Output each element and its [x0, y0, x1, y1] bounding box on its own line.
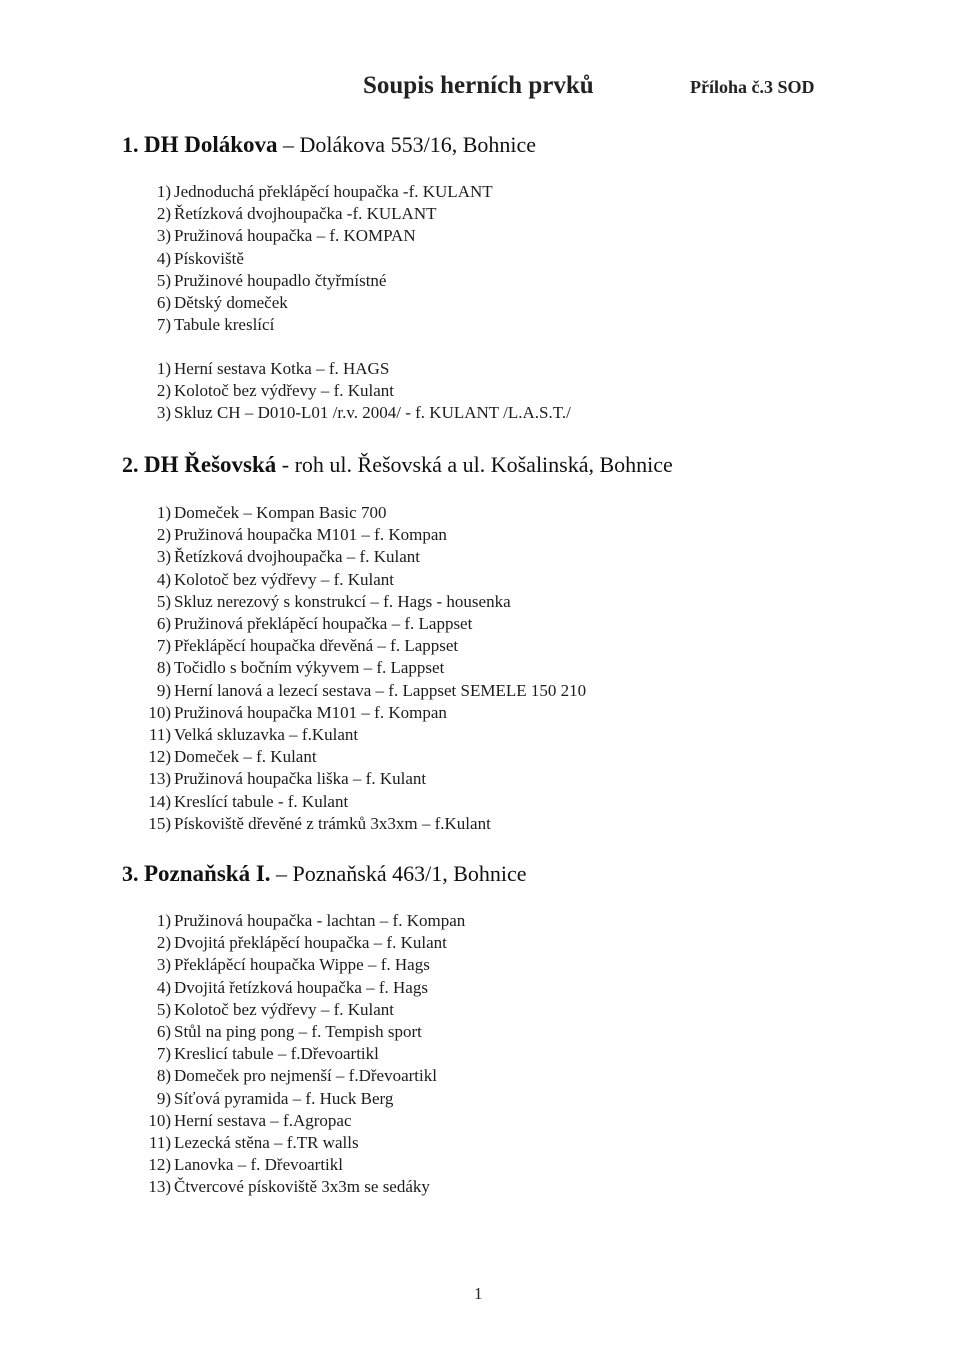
item-number: 9) — [156, 680, 171, 700]
item-text: Kreslící tabule - f. Kulant — [174, 791, 349, 811]
item-number: 3) — [156, 403, 171, 423]
item-text: Čtvercové pískoviště 3x3m se sedáky — [174, 1177, 430, 1197]
item-text: Domeček – f. Kulant — [174, 747, 317, 767]
list-item — [143, 932, 465, 954]
section-number: 1. — [122, 132, 139, 157]
item-text: Pískoviště — [174, 248, 244, 268]
item-text: Pružinová houpačka M101 – f. Kompan — [174, 702, 447, 722]
list-item — [143, 910, 465, 932]
list-item — [143, 1154, 465, 1176]
list-item — [143, 702, 586, 724]
annex-label: Příloha č.3 SOD — [690, 77, 815, 97]
list-item — [143, 380, 571, 402]
item-number: 11) — [148, 1133, 171, 1153]
item-text: Skluz CH – D010-L01 /r.v. 2004/ - f. KULANT /L.A.S.T./ — [174, 403, 571, 423]
list-item — [143, 657, 586, 679]
item-number: 5) — [156, 999, 171, 1019]
item-number: 5) — [156, 270, 171, 290]
item-number: 3) — [156, 955, 171, 975]
list-item — [143, 1110, 465, 1132]
list-item — [143, 1088, 465, 1110]
section-name: DH Řešovská — [144, 452, 277, 477]
list-item — [143, 402, 571, 424]
item-text: Točidlo s bočním výkyvem – f. Lappset — [174, 658, 445, 678]
equipment-list — [143, 358, 571, 425]
list-item — [143, 225, 493, 247]
section-heading-3 — [122, 861, 527, 887]
list-item — [143, 791, 586, 813]
list-item — [143, 680, 586, 702]
equipment-list — [143, 502, 586, 835]
item-number: 13) — [148, 1177, 171, 1197]
list-item — [143, 1132, 465, 1154]
item-text: Pružinová houpačka - lachtan – f. Kompan — [174, 911, 466, 930]
item-number: 8) — [156, 658, 171, 678]
list-item — [143, 546, 586, 568]
item-number: 5) — [156, 591, 171, 611]
item-number: 10) — [148, 702, 171, 722]
item-text: Skluz nerezový s konstrukcí – f. Hags - housenka — [174, 591, 511, 611]
item-number: 7) — [156, 315, 171, 335]
item-text: Kreslicí tabule – f.Dřevoartikl — [174, 1044, 379, 1064]
item-number: 10) — [148, 1110, 171, 1130]
document-title: Soupis herních prvků — [363, 72, 594, 99]
section-address: – Dolákova 553/16, Bohnice — [277, 132, 537, 157]
list-item — [143, 977, 465, 999]
list-item — [143, 270, 493, 292]
list-item — [143, 999, 465, 1021]
item-number: 12) — [148, 747, 171, 767]
item-text: Řetízková dvojhoupačka -f. KULANT — [174, 204, 437, 224]
item-number: 15) — [148, 813, 171, 833]
item-text: Pružinová houpačka – f. KOMPAN — [174, 226, 416, 246]
item-text: Tabule kreslící — [174, 315, 275, 335]
list-item — [143, 813, 586, 835]
section-address: – Poznaňská 463/1, Bohnice — [270, 861, 527, 886]
item-number: 7) — [156, 1044, 171, 1064]
item-number: 1) — [156, 503, 171, 522]
section-heading-2 — [122, 452, 673, 478]
item-text: Kolotoč bez výdřevy – f. Kulant — [174, 381, 394, 401]
list-item — [143, 1021, 465, 1043]
list-item — [143, 502, 586, 524]
item-number: 3) — [156, 547, 171, 567]
item-text: Lanovka – f. Dřevoartikl — [174, 1155, 343, 1175]
item-number: 6) — [156, 293, 171, 313]
list-item — [143, 635, 586, 657]
item-number: 1) — [156, 182, 171, 201]
list-item — [143, 746, 586, 768]
item-text: Řetízková dvojhoupačka – f. Kulant — [174, 547, 420, 567]
item-text: Herní lanová a lezecí sestava – f. Lappset SEMELE 150 210 — [174, 680, 587, 700]
list-item — [143, 591, 586, 613]
item-text: Domeček – Kompan Basic 700 — [174, 503, 387, 522]
item-text: Velká skluzavka – f.Kulant — [174, 725, 359, 745]
list-item — [143, 181, 493, 203]
item-text: Pružinové houpadlo čtyřmístné — [174, 270, 387, 290]
item-number: 8) — [156, 1066, 171, 1086]
item-number: 6) — [156, 1022, 171, 1042]
section-name: Poznaňská I. — [144, 861, 271, 886]
item-text: Kolotoč bez výdřevy – f. Kulant — [174, 999, 394, 1019]
item-number: 6) — [156, 614, 171, 634]
item-text: Herní sestava – f.Agropac — [174, 1110, 352, 1130]
item-number: 11) — [148, 725, 171, 745]
item-text: Pružinová houpačka M101 – f. Kompan — [174, 525, 447, 545]
list-item — [143, 358, 571, 380]
item-number: 2) — [156, 525, 171, 545]
section-number: 3. — [122, 861, 139, 886]
item-text: Překlápěcí houpačka Wippe – f. Hags — [174, 955, 430, 975]
item-text: Dvojitá řetízková houpačka – f. Hags — [174, 977, 428, 997]
item-text: Dětský domeček — [174, 293, 288, 313]
item-text: Domeček pro nejmenší – f.Dřevoartikl — [174, 1066, 437, 1086]
item-text: Jednoduchá překlápěcí houpačka -f. KULANT — [174, 182, 493, 201]
item-text: Kolotoč bez výdřevy – f. Kulant — [174, 569, 394, 589]
list-item — [143, 954, 465, 976]
item-number: 1) — [156, 911, 171, 930]
item-text: Překlápěcí houpačka dřevěná – f. Lappset — [174, 636, 459, 656]
list-item — [143, 768, 586, 790]
list-item — [143, 569, 586, 591]
list-item — [143, 613, 586, 635]
item-text: Síťová pyramida – f. Huck Berg — [174, 1088, 394, 1108]
item-number: 7) — [156, 636, 171, 656]
item-number: 3) — [156, 226, 171, 246]
item-number: 4) — [156, 977, 171, 997]
item-number: 2) — [156, 381, 171, 401]
item-text: Herní sestava Kotka – f. HAGS — [174, 359, 390, 378]
item-number: 9) — [156, 1088, 171, 1108]
item-number: 4) — [156, 248, 171, 268]
equipment-list — [143, 181, 493, 336]
section-heading-1 — [122, 132, 536, 158]
item-number: 14) — [148, 791, 171, 811]
equipment-list — [143, 910, 465, 1199]
item-number: 12) — [148, 1155, 171, 1175]
section-name: DH Dolákova — [144, 132, 278, 157]
item-text: Pružinová překlápěcí houpačka – f. Lappset — [174, 614, 473, 634]
list-item — [143, 1043, 465, 1065]
item-text: Dvojitá překlápěcí houpačka – f. Kulant — [174, 933, 447, 953]
list-item — [143, 724, 586, 746]
list-item — [143, 203, 493, 225]
list-item — [143, 1065, 465, 1087]
list-item — [143, 524, 586, 546]
item-text: Lezecká stěna – f.TR walls — [174, 1133, 359, 1153]
item-number: 13) — [148, 769, 171, 789]
item-number: 4) — [156, 569, 171, 589]
item-number: 2) — [156, 204, 171, 224]
list-item — [143, 1176, 465, 1198]
list-item — [143, 248, 493, 270]
list-item — [143, 314, 493, 336]
section-address: - roh ul. Řešovská a ul. Košalinská, Bohnice — [276, 452, 673, 477]
item-text: Pružinová houpačka liška – f. Kulant — [174, 769, 427, 789]
list-item — [143, 292, 493, 314]
item-text: Pískoviště dřevěné z trámků 3x3xm – f.Kulant — [174, 813, 491, 833]
item-number: 1) — [156, 359, 171, 378]
item-text: Stůl na ping pong – f. Tempish sport — [174, 1022, 422, 1042]
item-number: 2) — [156, 933, 171, 953]
page-number: 1 — [474, 1284, 483, 1303]
section-number: 2. — [122, 452, 139, 477]
